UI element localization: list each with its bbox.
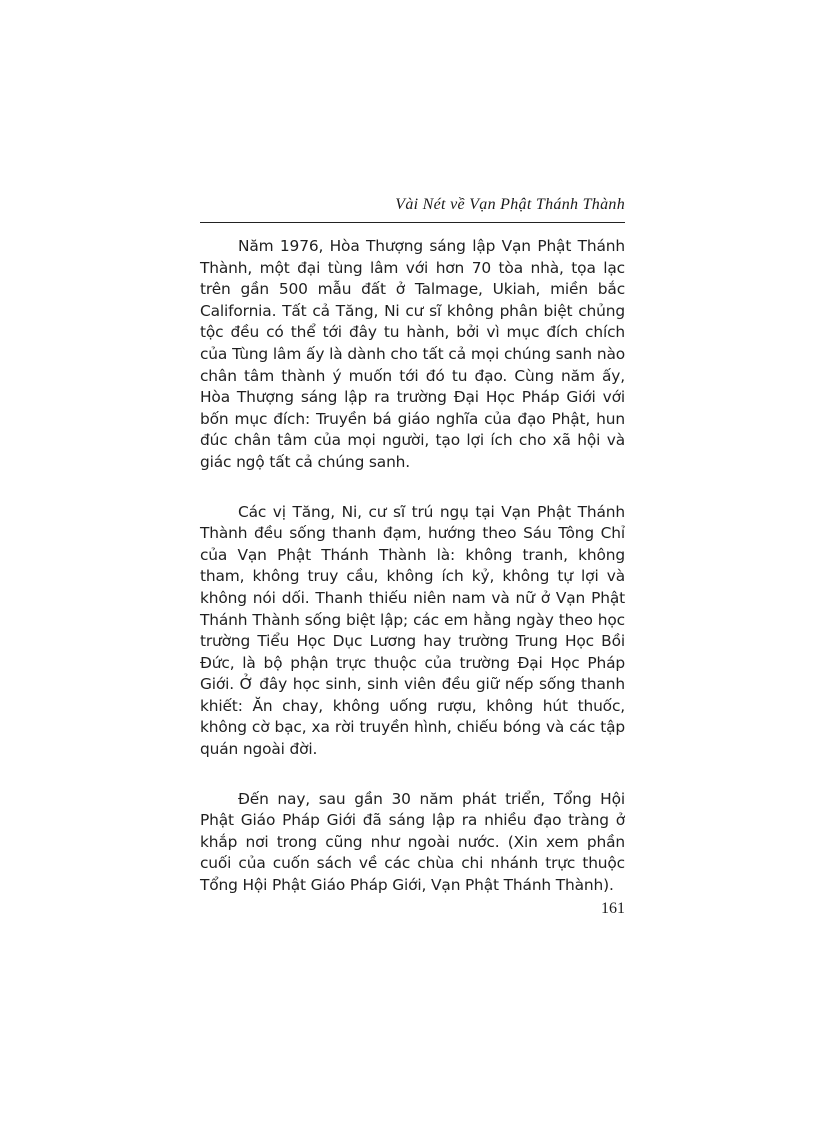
paragraph-founding: Năm 1976, Hòa Thượng sáng lập Vạn Phật Thánh Thành, một đại tùng lâm với hơn 70 tòa nhà, tọa lạc trên gần 500 mẫu đất ở Talmage, Ukiah, miền bắc California. Tất cả Tăng, Ni cư sĩ không phân biệt chủng tộc đều có thể tới đây tu hành, bởi vì mục đích chích của Tùng lâm ấy là dành cho tất cả mọi chúng sanh nào chân tâm thành ý muốn tới đó tu đạo. Cùng năm ấy, Hòa Thượng sáng lập ra trường Đại Học Pháp Giới với bốn mục đích: Truyền bá giáo nghĩa của đạo Phật, hun đúc chân tâm của mọi người, tạo lợi ích cho xã hội và giác ngộ tất cả chúng sanh. — [200, 237, 625, 471]
page-number: 161 — [601, 900, 625, 917]
paragraph-expansion: Đến nay, sau gần 30 năm phát triển, Tổng Hội Phật Giáo Pháp Giới đã sáng lập ra nhiều đạo tràng ở khắp nơi trong cũng như ngoài nước. (Xin xem phần cuối của cuốn sách về các chùa chi nhánh trực thuộc Tổng Hội Phật Giáo Pháp Giới, Vạn Phật Thánh Thành). — [200, 789, 625, 895]
paragraph-residents: Các vị Tăng, Ni, cư sĩ trú ngụ tại Vạn Phật Thánh Thành đều sống thanh đạm, hướng theo Sáu Tông Chỉ của Vạn Phật Thánh Thành là: không tranh, không tham, không truy cầu, không ích kỷ, không tự lợi và không nói dối. Thanh thiếu niên nam và nữ ở Vạn Phật Thánh Thành sống biệt lập; các em hằng ngày theo học trường Tiểu Học Dục Lương hay trường Trung Học Bồi Đức, là bộ phận trực thuộc của trường Đại Học Pháp Giới. Ở đây học sinh, sinh viên đều giữ nếp sống thanh khiết: Ăn chay, không uống rượu, không hút thuốc, không cờ bạc, xa rời truyền hình, chiếu bóng và các tập quán ngoài đời. — [200, 502, 625, 759]
running-header-title: Vài Nét về Vạn Phật Thánh Thành — [395, 196, 625, 213]
header-rule — [200, 222, 625, 223]
body-text — [200, 236, 625, 925]
